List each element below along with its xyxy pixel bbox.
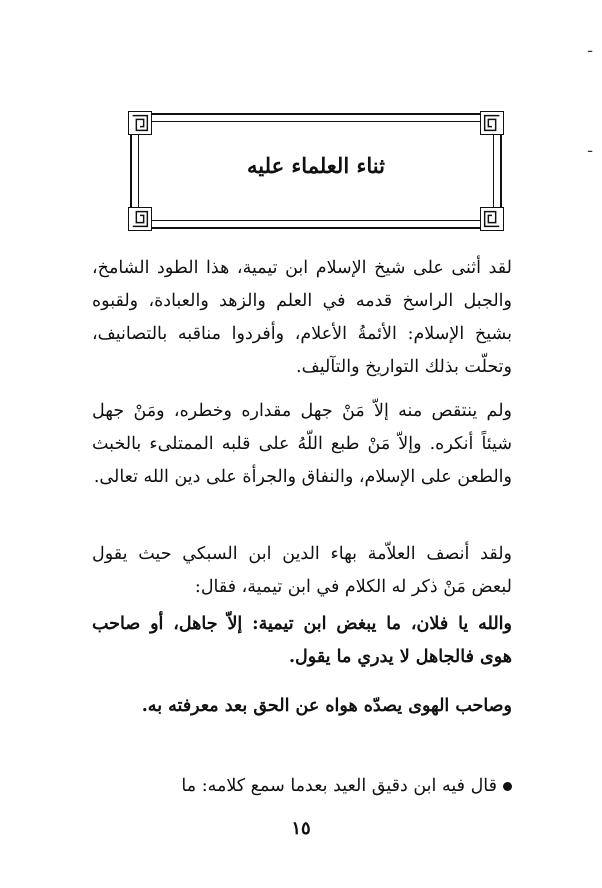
ornament-corner-icon xyxy=(128,111,152,135)
margin-mark: ـ xyxy=(588,40,593,56)
paragraph-text: ولقد أنصف العلاّمة بهاء الدين ابن السبكي حيث يقول لبعض مَنْ ذكر له الكلام في ابن تيمية، فقال: xyxy=(92,544,512,597)
paragraph xyxy=(92,395,512,494)
ornament-corner-icon xyxy=(480,111,504,135)
bullet-icon xyxy=(503,782,512,791)
ornament-corner-icon xyxy=(480,207,504,231)
page-number: ١٥ xyxy=(291,818,311,839)
margin-mark: ـ xyxy=(588,140,593,156)
bullet-text: قال فيه ابن دقيق العيد بعدما سمع كلامه: ما xyxy=(181,776,497,796)
chapter-title: ثناء العلماء عليه xyxy=(247,153,385,178)
quote-block xyxy=(92,608,512,674)
ornament-corner-icon xyxy=(128,207,152,231)
remark-block xyxy=(92,690,512,723)
paragraph xyxy=(92,252,512,384)
heading-frame xyxy=(130,113,502,229)
remark-text: وصاحب الهوى يصدّه هواه عن الحق بعد معرفته به. xyxy=(141,696,512,716)
quote-text: والله يا فلان، ما يبغض ابن تيمية: إلاّ جاهل، أو صاحب هوى فالجاهل لا يدري ما يقول. xyxy=(92,614,512,667)
paragraph-text: لقد أثنى على شيخ الإسلام ابن تيمية، هذا الطود الشامخ، والجبل الراسخ قدمه في العلم والزهد والعبادة، ولقبوه بشيخ الإسلام: الأئمةُ الأعلام، وأفردوا مناقبه بالتصانيف، وتحلّت بذلك التواريخ والتآليف. xyxy=(92,258,512,377)
paragraph xyxy=(92,538,512,604)
bullet-item xyxy=(92,770,512,803)
paragraph-text: ولم ينتقص منه إلاّ مَنْ جهل مقداره وخطره، ومَنْ جهل شيئاً أنكره. وإلاّ مَنْ طبع اللّهُ على قلبه الممتلىء بالخبث والطعن على الإسلام، والنفاق والجرأة على دين الله تعالى. xyxy=(92,401,512,487)
